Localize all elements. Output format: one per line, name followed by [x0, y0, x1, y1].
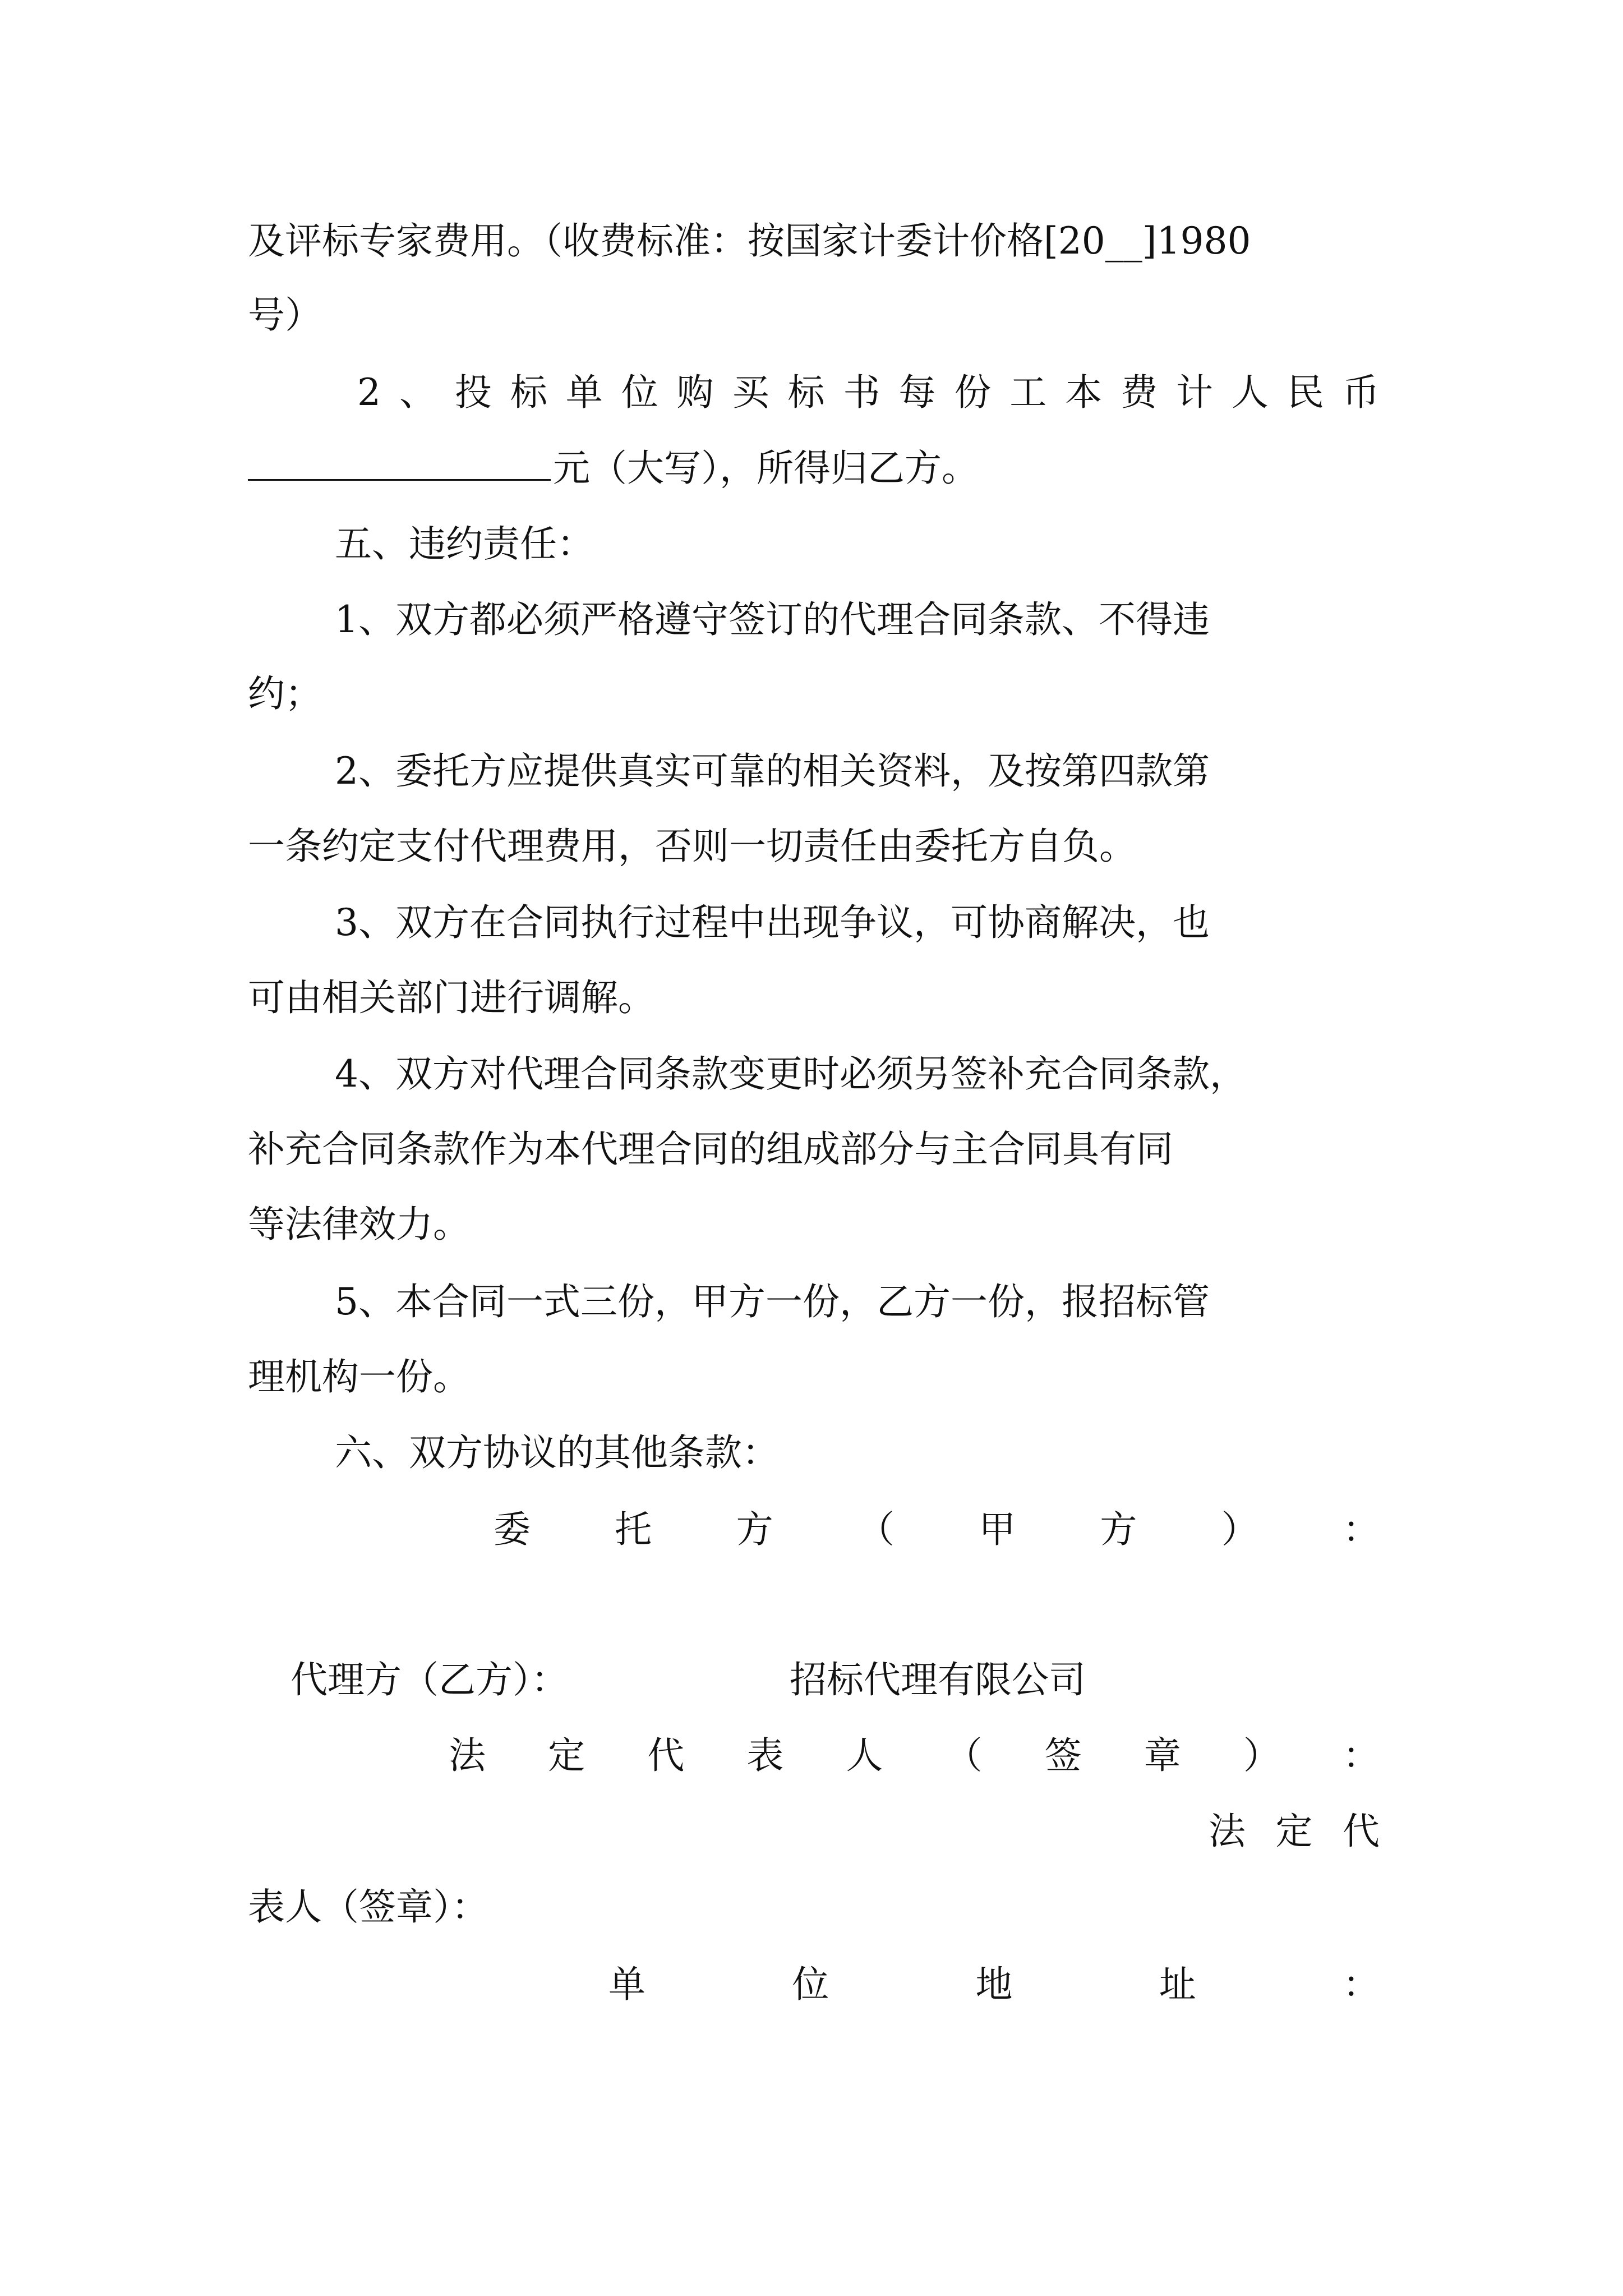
- bid-fee-char: 2: [357, 371, 381, 414]
- client-label-char: （: [857, 1508, 895, 1551]
- paragraph-fee-standard-line1: 及评标专家费用。（收费标准：按国家计委计价格[20__]1980: [248, 219, 1251, 263]
- bid-fee-char: 计: [1176, 371, 1214, 414]
- legal-rep-2-char: 定: [1275, 1810, 1313, 1853]
- bid-fee-char: 本: [1065, 371, 1103, 414]
- bid-fee-char: 、: [399, 371, 436, 414]
- legal-rep-2-char: 代: [1343, 1810, 1380, 1853]
- client-label-char: 方: [736, 1508, 773, 1551]
- paragraph-fee-standard-line2: 号）: [248, 293, 322, 337]
- bid-fee-char: 投: [454, 371, 492, 414]
- client-label-char: ）: [1221, 1508, 1258, 1551]
- section-6-title: 六、双方协议的其他条款：: [335, 1431, 779, 1474]
- agent-company-name: 招标代理有限公司: [790, 1658, 1086, 1701]
- bid-fee-char: 购: [676, 371, 714, 414]
- paragraph-bid-document-fee-line2: [248, 442, 979, 494]
- item-4-line2: 补充合同条款作为本代理合同的组成部分与主合同具有同: [248, 1128, 1173, 1171]
- legal-rep-char: ：: [1342, 1734, 1380, 1777]
- item-5-line1: 5、本合同一式三份，甲方一份，乙方一份，报招标管: [335, 1280, 1210, 1323]
- legal-rep-char: 表: [746, 1734, 784, 1777]
- client-label-char: ：: [1342, 1508, 1380, 1551]
- legal-rep-char: 代: [647, 1734, 685, 1777]
- section-5-title: 五、违约责任：: [335, 522, 594, 565]
- legal-representative-signature-label: [449, 1731, 1380, 1781]
- item-4-line1: 4、双方对代理合同条款变更时必须另签补充合同条款，: [335, 1052, 1247, 1096]
- bid-fee-char: 书: [843, 371, 880, 414]
- client-party-a-label: [494, 1504, 1380, 1555]
- item-2-line1: 2、委托方应提供真实可靠的相关资料，及按第四款第: [335, 749, 1210, 793]
- address-char: 址: [1159, 1963, 1196, 2006]
- bid-fee-char: 每: [898, 371, 936, 414]
- bid-fee-char: 位: [621, 371, 658, 414]
- amount-blank-underline: [248, 442, 551, 481]
- client-label-char: 方: [1100, 1508, 1137, 1551]
- address-char: 单: [608, 1963, 645, 2006]
- paragraph-bid-document-fee-line1: [357, 367, 1380, 418]
- legal-rep-char: 人: [846, 1734, 883, 1777]
- unit-address-label: [608, 1959, 1380, 2010]
- client-label-char: 委: [494, 1508, 531, 1551]
- legal-rep-2-char: 法: [1209, 1810, 1246, 1853]
- bid-fee-char: 币: [1342, 371, 1380, 414]
- item-4-line3: 等法律效力。: [248, 1203, 470, 1246]
- bid-fee-char: 单: [565, 371, 603, 414]
- legal-rep-char: ）: [1243, 1734, 1280, 1777]
- item-3-line2: 可由相关部门进行调解。: [248, 976, 655, 1019]
- client-label-char: 托: [615, 1508, 652, 1551]
- legal-rep-char: （: [945, 1734, 983, 1777]
- item-1-line2: 约；: [248, 672, 322, 715]
- item-2-line2: 一条约定支付代理费用，否则一切责任由委托方自负。: [248, 825, 1136, 868]
- item-3-line1: 3、双方在合同执行过程中出现争议，可协商解决，也: [335, 901, 1210, 944]
- bid-fee-char: 民: [1287, 371, 1324, 414]
- address-char: ：: [1343, 1963, 1380, 2006]
- bid-fee-char: 买: [732, 371, 769, 414]
- bid-fee-char: 费: [1121, 371, 1158, 414]
- bid-fee-char: 标: [787, 371, 825, 414]
- legal-rep-char: 章: [1144, 1734, 1181, 1777]
- agent-party-b-label: 代理方（乙方）：: [291, 1658, 568, 1701]
- address-char: 位: [792, 1963, 829, 2006]
- client-label-char: 甲: [979, 1508, 1016, 1551]
- bid-fee-char: 份: [954, 371, 992, 414]
- legal-representative-2-line2: 表人（签章）：: [248, 1885, 488, 1929]
- legal-representative-2-line1: [1209, 1806, 1380, 1857]
- bid-fee-char: 工: [1009, 371, 1047, 414]
- bid-fee-char: 标: [510, 371, 547, 414]
- amount-suffix-text: 元（大写），所得归乙方。: [553, 447, 979, 490]
- bid-fee-char: 人: [1232, 371, 1269, 414]
- legal-rep-char: 签: [1044, 1734, 1082, 1777]
- legal-rep-char: 法: [449, 1734, 486, 1777]
- legal-rep-char: 定: [548, 1734, 585, 1777]
- item-5-line2: 理机构一份。: [248, 1355, 470, 1398]
- item-1-line1: 1、双方都必须严格遵守签订的代理合同条款、不得违: [335, 598, 1210, 641]
- address-char: 地: [975, 1963, 1013, 2006]
